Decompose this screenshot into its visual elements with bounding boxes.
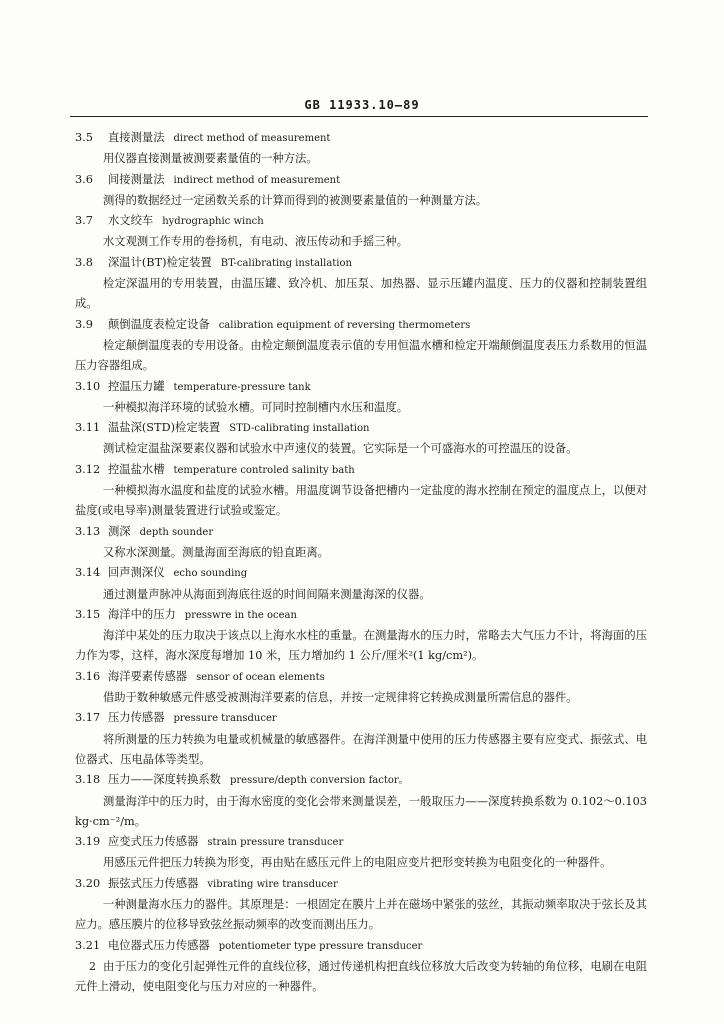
term-definition: 一种模拟海洋环境的试验水槽。可同时控制槽内水压和温度。 bbox=[103, 400, 409, 414]
term-entry bbox=[75, 460, 647, 522]
term-entry bbox=[75, 667, 647, 709]
term-entry bbox=[75, 170, 647, 212]
term-number: 3.9 bbox=[75, 317, 93, 331]
term-definition: 测得的数据经过一定函数关系的计算而得到的被测要素量值的一种测量方法。 bbox=[103, 193, 488, 207]
term-entry bbox=[75, 832, 647, 874]
term-chinese: 水文绞车 bbox=[108, 214, 154, 228]
term-number: 3.15 bbox=[75, 607, 101, 621]
term-english: temperature controled salinity bath bbox=[173, 464, 355, 476]
standard-header: GB 11933.10—89 bbox=[304, 98, 420, 112]
term-chinese: 深温计(BT)检定装置 bbox=[108, 255, 212, 269]
term-number: 3.5 bbox=[75, 131, 93, 144]
term-chinese: 应变式压力传感器 bbox=[108, 835, 199, 849]
term-entry bbox=[75, 315, 647, 377]
term-definition: 一种模拟海水温度和盐度的试验水槽。用温度调节设备把槽内一定盐度的海水控制在预定的温度点上，以便对盐度(或电导率)测量装置进行试验或鉴定。 bbox=[75, 484, 647, 518]
term-chinese: 直接测量法 bbox=[108, 131, 165, 144]
term-number: 3.21 bbox=[75, 938, 101, 952]
term-chinese: 海洋要素传感器 bbox=[108, 669, 188, 683]
term-number: 3.6 bbox=[75, 172, 93, 186]
term-definition: 由于压力的变化引起弹性元件的直线位移，通过传递机构把直线位移放大后改变为转轴的角位移，电刷在电阻元件上滑动，使电阻变化与压力对应的一种器件。 bbox=[75, 959, 647, 994]
term-entry bbox=[75, 418, 647, 460]
term-number: 3.12 bbox=[75, 462, 101, 476]
header-rule bbox=[70, 116, 648, 117]
term-heading bbox=[75, 770, 647, 791]
term-number: 3.18 bbox=[75, 773, 101, 787]
term-heading bbox=[75, 605, 647, 626]
term-chinese: 压力——深度转换系数 bbox=[108, 773, 221, 787]
term-english: presswre in the ocean bbox=[184, 609, 297, 621]
term-number: 3.7 bbox=[75, 214, 93, 228]
term-entry bbox=[75, 522, 647, 564]
term-entry bbox=[75, 605, 647, 667]
term-entry bbox=[75, 563, 647, 605]
term-heading bbox=[75, 128, 647, 149]
term-entry bbox=[75, 936, 647, 998]
term-chinese: 电位器式压力传感器 bbox=[108, 938, 210, 952]
term-chinese: 压力传感器 bbox=[108, 711, 165, 725]
term-definition: 测量海洋中的压力时，由于海水密度的变化会带来测量误差，一般取压力——深度转换系数为 0.102～0.103 kg·cm⁻²/m。 bbox=[75, 794, 647, 828]
term-english: STD-calibrating installation bbox=[229, 423, 370, 435]
term-heading bbox=[75, 253, 647, 274]
term-english: hydrographic winch bbox=[162, 216, 264, 228]
term-entry bbox=[75, 211, 647, 253]
term-heading bbox=[75, 211, 647, 232]
term-definition: 检定颠倒温度表的专用设备。由检定颠倒温度表示值的专用恒温水槽和检定开端颠倒温度表压力系数用的恒温压力容器组成。 bbox=[75, 338, 647, 373]
term-english: echo sounding bbox=[173, 568, 248, 580]
term-heading bbox=[75, 315, 647, 336]
term-english: sensor of ocean elements bbox=[196, 671, 325, 683]
term-english: pressure/depth conversion factor。 bbox=[229, 775, 409, 787]
term-chinese: 控温盐水槽 bbox=[108, 462, 165, 476]
terms-list bbox=[75, 128, 647, 997]
term-english: potentiometer type pressure transducer bbox=[218, 940, 423, 952]
term-heading bbox=[75, 170, 647, 191]
term-number: 3.20 bbox=[75, 876, 101, 890]
term-definition: 海洋中某处的压力取决于该点以上海水水柱的重量。在测量海水的压力时，常略去大气压力不计，将海面的压力作为零，这样，海水深度每增加 10 米，压力增加约 1 公斤/厘米²(1 kg/cm²)。 bbox=[75, 629, 647, 663]
term-heading bbox=[75, 708, 647, 729]
term-heading bbox=[75, 874, 647, 895]
term-chinese: 颠倒温度表检定设备 bbox=[108, 317, 210, 331]
term-english: direct method of measurement bbox=[173, 133, 331, 144]
term-number: 3.14 bbox=[75, 566, 101, 580]
term-english: depth sounder bbox=[139, 526, 214, 538]
term-definition: 检定深温用的专用装置，由温压罐、致冷机、加压泵、加热器、显示压罐内温度、压力的仪器和控制装置组成。 bbox=[75, 277, 647, 311]
term-chinese: 振弦式压力传感器 bbox=[108, 876, 199, 890]
term-entry bbox=[75, 874, 647, 936]
term-heading bbox=[75, 936, 647, 957]
term-english: vibrating wire transducer bbox=[207, 878, 338, 890]
term-definition: 将所测量的压力转换为电量或机械量的敏感器件。在海洋测量中使用的压力传感器主要有应变式、振弦式、电位器式、压电晶体等类型。 bbox=[75, 732, 647, 766]
term-english: BT-calibrating installation bbox=[220, 257, 352, 269]
term-heading bbox=[75, 460, 647, 481]
term-english: pressure transducer bbox=[173, 713, 277, 725]
term-number: 3.11 bbox=[75, 421, 101, 435]
term-number: 3.10 bbox=[75, 379, 101, 393]
term-chinese: 温盐深(STD)检定装置 bbox=[108, 421, 221, 435]
term-definition: 一种测量海水压力的器件。其原理是：一根固定在膜片上并在磁场中紧张的弦丝，其振动频率取决于弦长及其应力。感压膜片的位移导致弦丝振动频率的改变而测出压力。 bbox=[75, 897, 647, 932]
term-entry bbox=[75, 377, 647, 419]
term-english: strain pressure transducer bbox=[207, 837, 344, 849]
term-definition: 测试检定温盐深要素仪器和试验水中声速仪的装置。它实际是一个可盛海水的可控温压的设备。 bbox=[103, 442, 578, 456]
term-chinese: 间接测量法 bbox=[108, 172, 165, 186]
term-heading bbox=[75, 377, 647, 398]
term-heading bbox=[75, 832, 647, 853]
term-english: indirect method of measurement bbox=[173, 174, 341, 186]
term-entry bbox=[75, 253, 647, 315]
term-number: 3.19 bbox=[75, 835, 101, 849]
term-number: 3.16 bbox=[75, 669, 101, 683]
term-definition: 通过测量声脉冲从海面到海底往返的时间间隔来测量海深的仪器。 bbox=[103, 587, 431, 601]
term-definition: 用仪器直接测量被测要素量值的一种方法。 bbox=[103, 152, 318, 166]
term-chinese: 测深 bbox=[108, 524, 131, 538]
term-number: 3.8 bbox=[75, 255, 93, 269]
term-number: 3.17 bbox=[75, 711, 101, 725]
term-entry bbox=[75, 128, 647, 170]
term-definition: 借助于数种敏感元件感受被测海洋要素的信息，并按一定规律将它转换成测量所需信息的器件。 bbox=[103, 691, 578, 705]
term-english: calibration equipment of reversing thermometers bbox=[218, 319, 471, 331]
term-chinese: 海洋中的压力 bbox=[108, 607, 176, 621]
term-heading bbox=[75, 667, 647, 688]
term-heading bbox=[75, 563, 647, 584]
term-entry bbox=[75, 708, 647, 770]
term-definition: 用感压元件把压力转换为形变，再由贴在感压元件上的电阻应变片把形变转换为电阻变化的一种器件。 bbox=[103, 856, 612, 870]
term-definition: 水文观测工作专用的卷扬机，有电动、液压传动和手摇三种。 bbox=[103, 235, 409, 249]
term-heading bbox=[75, 522, 647, 543]
term-definition: 又称水深测量。测量海面至海底的铅直距离。 bbox=[103, 545, 329, 559]
term-entry bbox=[75, 770, 647, 832]
term-english: temperature-pressure tank bbox=[173, 381, 311, 393]
term-chinese: 回声测深仪 bbox=[108, 566, 165, 580]
term-number: 3.13 bbox=[75, 524, 101, 538]
page-number: 2 bbox=[89, 960, 96, 973]
term-chinese: 控温压力罐 bbox=[108, 379, 165, 393]
term-heading bbox=[75, 418, 647, 439]
